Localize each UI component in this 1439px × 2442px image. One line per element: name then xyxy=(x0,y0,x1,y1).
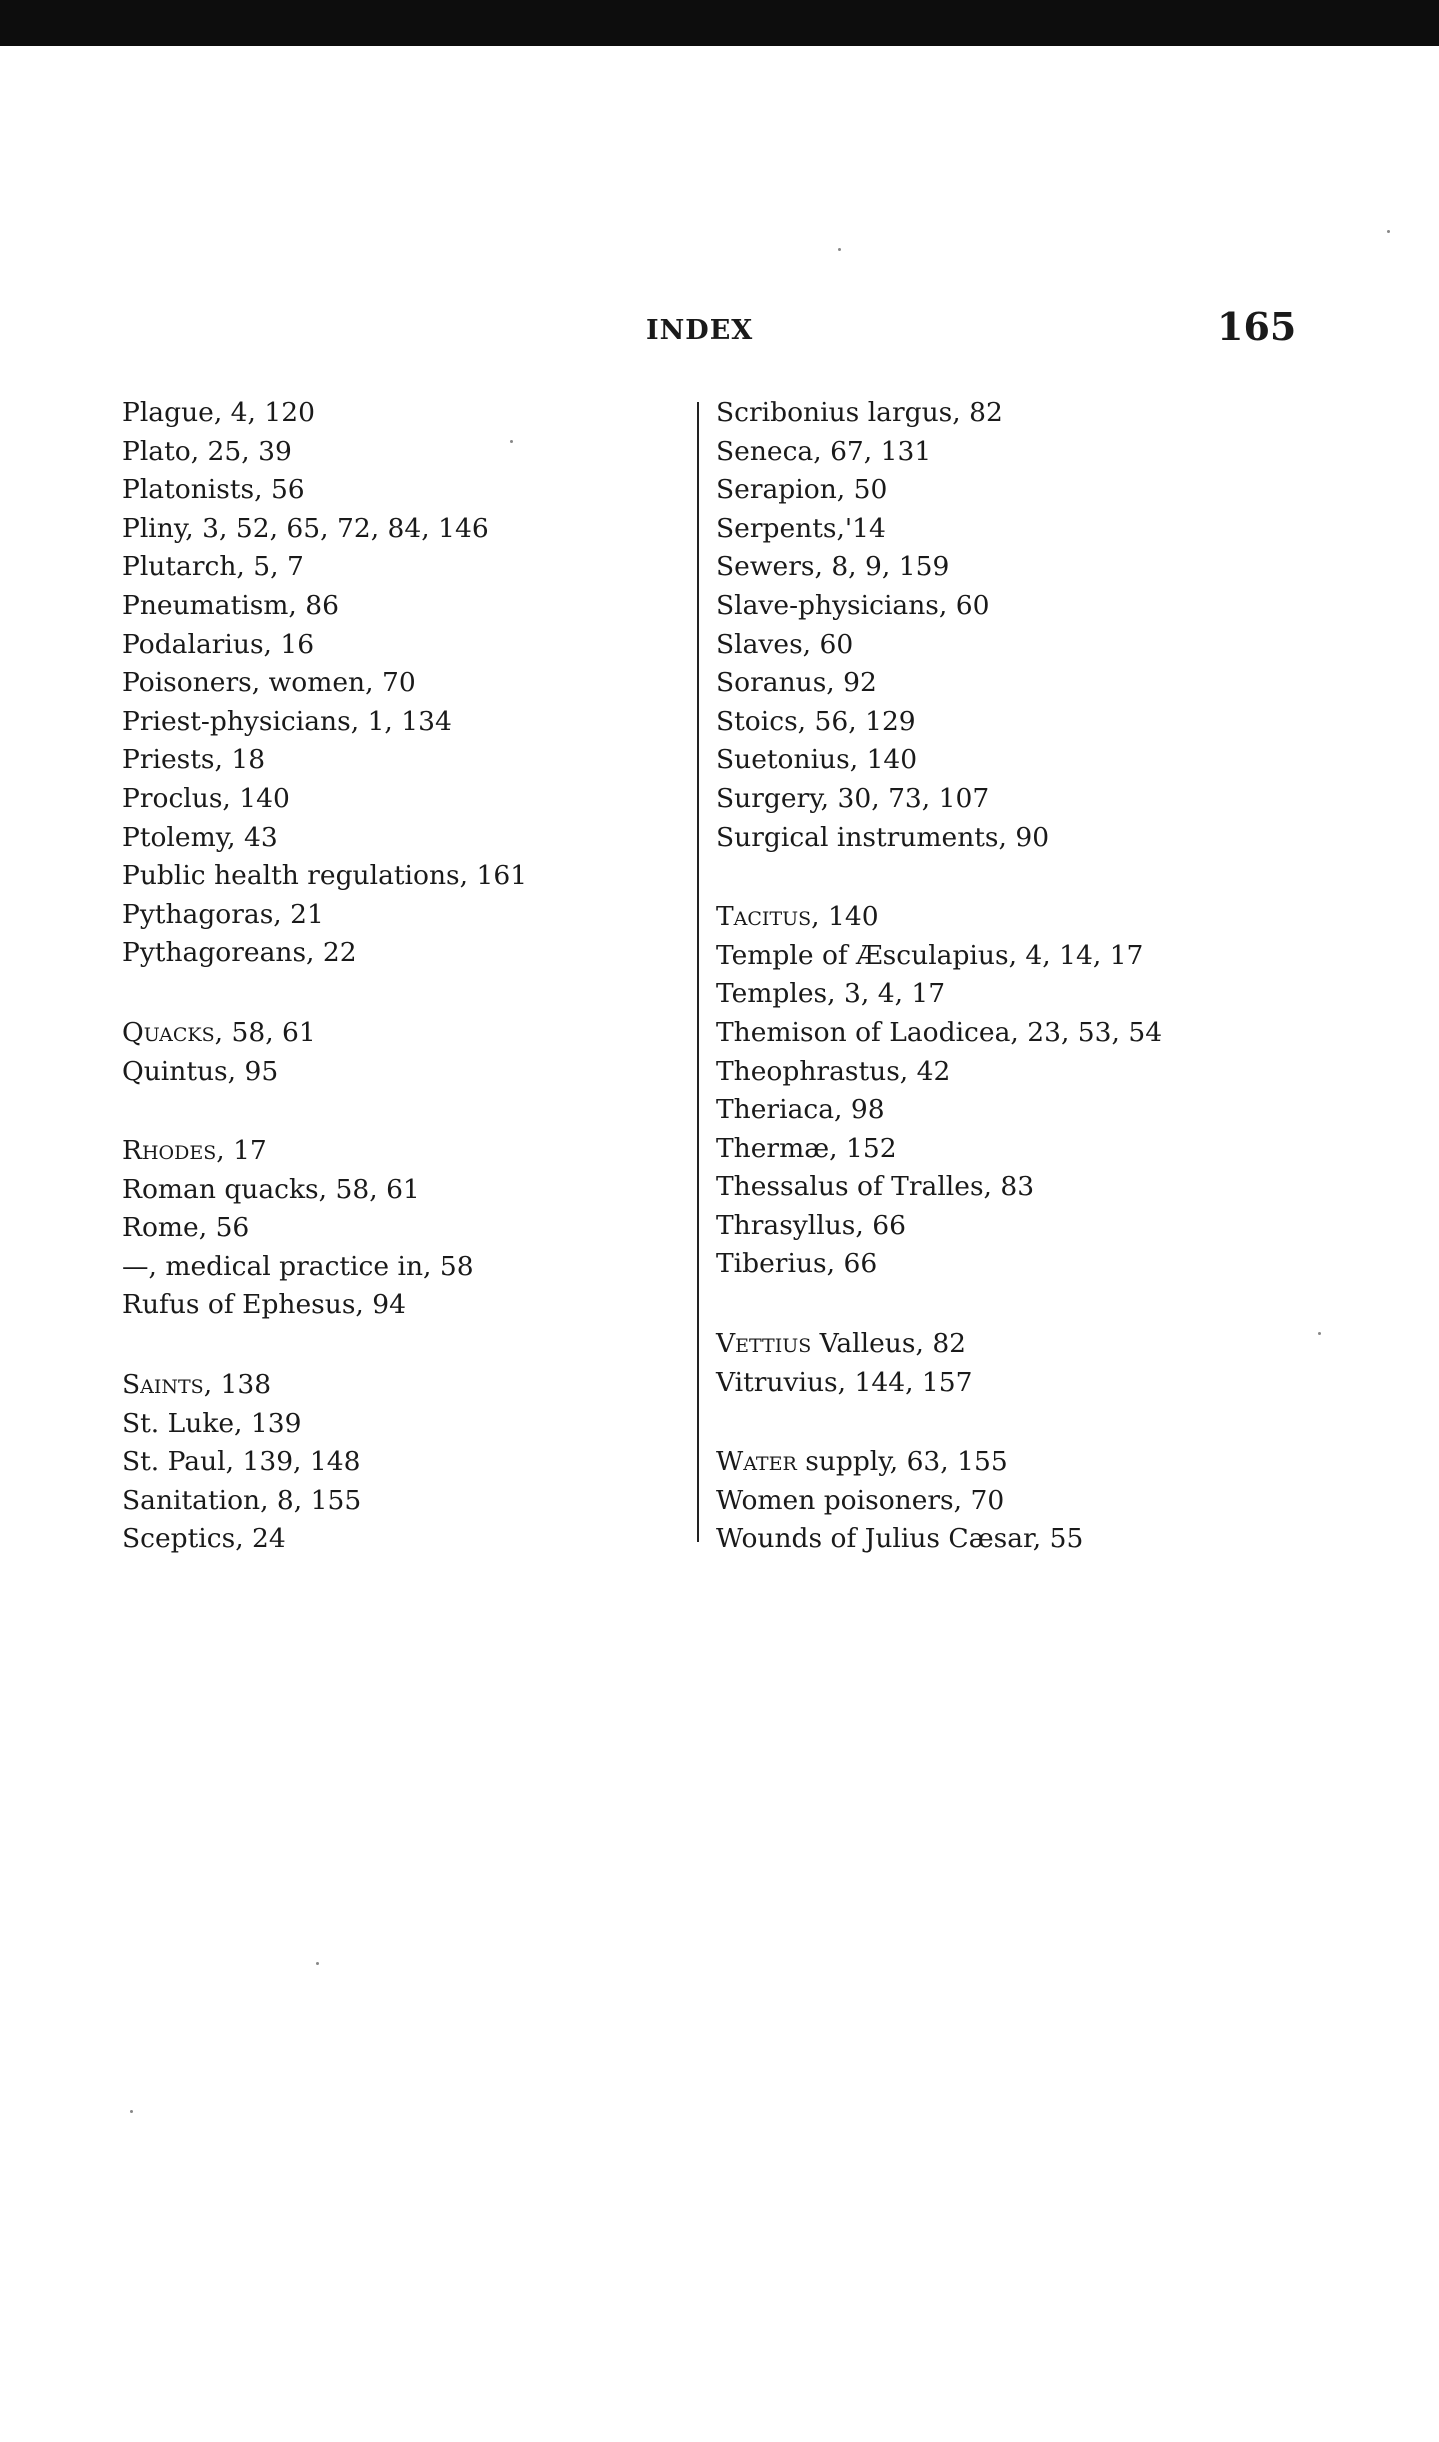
index-entry-text: Quintus, 95 xyxy=(122,1055,279,1087)
index-entry xyxy=(716,1207,1296,1246)
index-entry xyxy=(716,548,1296,587)
index-entry xyxy=(716,626,1296,665)
index-entry xyxy=(716,433,1296,472)
page-number: 165 xyxy=(1217,304,1297,349)
index-entry-text: Roman quacks, 58, 61 xyxy=(122,1173,420,1205)
index-entry xyxy=(122,819,662,858)
index-entry xyxy=(122,1286,662,1325)
index-entry-lead: Tacitus xyxy=(716,901,812,933)
index-entry-text: St. Luke, 139 xyxy=(122,1407,302,1439)
index-entry-text: Proclus, 140 xyxy=(122,782,290,814)
index-entry xyxy=(122,1405,662,1444)
index-entry-text: —, medical practice in, 58 xyxy=(122,1250,474,1282)
index-entry-text: Theriaca, 98 xyxy=(716,1094,885,1126)
scan-top-border xyxy=(0,0,1439,46)
index-entry-text: Vitruvius, 144, 157 xyxy=(716,1366,973,1398)
index-entry xyxy=(716,975,1296,1014)
index-entry-text: Women poisoners, 70 xyxy=(716,1484,1005,1516)
index-entry xyxy=(122,471,662,510)
index-entry-text: Rufus of Ephesus, 94 xyxy=(122,1289,406,1321)
index-entry xyxy=(122,510,662,549)
index-entry xyxy=(716,587,1296,626)
index-entry-text: Valleus, 82 xyxy=(811,1328,967,1360)
index-entry-text: Suetonius, 140 xyxy=(716,744,918,776)
index-entry xyxy=(122,741,662,780)
index-entry-text: St. Paul, 139, 148 xyxy=(122,1446,361,1478)
index-entry-text: Tiberius, 66 xyxy=(716,1248,878,1280)
index-entry-text: Theophrastus, 42 xyxy=(716,1055,951,1087)
index-entry-text: Platonists, 56 xyxy=(122,474,305,506)
index-entry xyxy=(122,587,662,626)
index-entry xyxy=(716,819,1296,858)
index-entry-text: Soranus, 92 xyxy=(716,667,877,699)
index-entry-text: Pliny, 3, 52, 65, 72, 84, 146 xyxy=(122,512,489,544)
index-entry xyxy=(716,1168,1296,1207)
index-entry-text: Pythagoras, 21 xyxy=(122,898,324,930)
index-entry-lead: Rhodes xyxy=(122,1135,217,1167)
index-entry-text: Serpents,'14 xyxy=(716,512,886,544)
index-entry-text: Public health regulations, 161 xyxy=(122,860,528,892)
index-entry-text: Surgery, 30, 73, 107 xyxy=(716,782,990,814)
index-entry xyxy=(122,1209,662,1248)
index-entry xyxy=(122,1171,662,1210)
index-entry-text: Wounds of Julius Cæsar, 55 xyxy=(716,1523,1084,1555)
index-entry-text: Poisoners, women, 70 xyxy=(122,667,416,699)
index-entry xyxy=(716,1482,1296,1521)
index-entry xyxy=(716,898,1296,937)
index-entry-text: Serapion, 50 xyxy=(716,474,888,506)
index-entry xyxy=(716,1245,1296,1284)
index-entry-text: Podalarius, 16 xyxy=(122,628,315,660)
index-entry xyxy=(122,857,662,896)
index-entry xyxy=(122,1014,662,1053)
index-entry xyxy=(716,1014,1296,1053)
group-gap xyxy=(122,973,662,1014)
index-entry xyxy=(716,703,1296,742)
index-entry-lead: Vettius xyxy=(716,1328,812,1360)
index-entry-text: Stoics, 56, 129 xyxy=(716,705,916,737)
index-entry xyxy=(122,896,662,935)
index-entry xyxy=(122,1482,662,1521)
index-entry-text: Sewers, 8, 9, 159 xyxy=(716,551,950,583)
index-entry-lead: Quacks xyxy=(122,1016,215,1048)
index-entry-text: Ptolemy, 43 xyxy=(122,821,278,853)
index-entry-text: Pneumatism, 86 xyxy=(122,589,339,621)
index-entry xyxy=(716,1364,1296,1403)
index-entry xyxy=(122,626,662,665)
index-column-right xyxy=(716,394,1296,1559)
index-entry-text: Scribonius largus, 82 xyxy=(716,397,1003,428)
index-entry xyxy=(716,780,1296,819)
index-entry-text: , 17 xyxy=(216,1135,267,1167)
index-entry-text: Plato, 25, 39 xyxy=(122,435,292,467)
index-entry xyxy=(122,1248,662,1287)
index-entry-text: Temples, 3, 4, 17 xyxy=(716,978,946,1010)
index-entry-text: Plutarch, 5, 7 xyxy=(122,551,304,583)
index-entry xyxy=(716,471,1296,510)
index-entry xyxy=(122,1366,662,1405)
index-entry-text: Slave-physicians, 60 xyxy=(716,589,990,621)
index-entry-text: Themison of Laodicea, 23, 53, 54 xyxy=(716,1016,1163,1048)
group-gap xyxy=(716,857,1296,898)
index-entry xyxy=(122,664,662,703)
index-entry-text: Rome, 56 xyxy=(122,1212,250,1244)
index-entry-text: supply, 63, 155 xyxy=(796,1446,1008,1478)
group-gap xyxy=(716,1402,1296,1443)
index-entry-text: Thrasyllus, 66 xyxy=(716,1209,906,1241)
index-entry xyxy=(716,1053,1296,1092)
index-entry xyxy=(716,1520,1296,1559)
index-entry xyxy=(716,1091,1296,1130)
index-entry-text: Surgical instruments, 90 xyxy=(716,821,1050,853)
index-column-left xyxy=(122,394,662,1559)
index-entry xyxy=(122,394,662,433)
group-gap xyxy=(122,1325,662,1366)
index-entry-text: , 140 xyxy=(811,901,879,933)
index-entry-text: Thermæ, 152 xyxy=(716,1132,897,1164)
index-entry xyxy=(716,1130,1296,1169)
index-entry xyxy=(716,741,1296,780)
index-entry-text: Sceptics, 24 xyxy=(122,1523,286,1555)
index-entry xyxy=(122,934,662,973)
index-entry xyxy=(716,937,1296,976)
index-entry xyxy=(122,780,662,819)
index-entry xyxy=(122,703,662,742)
index-entry xyxy=(122,1132,662,1171)
index-entry xyxy=(122,433,662,472)
index-entry-text: Seneca, 67, 131 xyxy=(716,435,932,467)
index-entry xyxy=(716,664,1296,703)
index-entry-text: Thessalus of Tralles, 83 xyxy=(716,1171,1035,1203)
index-entry xyxy=(122,1053,662,1092)
index-entry-text: Temple of Æsculapius, 4, 14, 17 xyxy=(716,939,1144,971)
index-entry-lead: Water xyxy=(716,1446,797,1478)
index-entry-text: Slaves, 60 xyxy=(716,628,854,660)
index-entry-text: Plague, 4, 120 xyxy=(122,397,315,428)
index-entry xyxy=(716,510,1296,549)
index-entry xyxy=(122,1520,662,1559)
index-entry-text: Pythagoreans, 22 xyxy=(122,937,357,969)
index-entry xyxy=(122,548,662,587)
index-entry-text: , 138 xyxy=(203,1369,272,1401)
index-entry xyxy=(716,1443,1296,1482)
index-entry-text: Priests, 18 xyxy=(122,744,266,776)
column-divider xyxy=(697,402,699,1542)
index-entry xyxy=(716,1325,1296,1364)
group-gap xyxy=(122,1091,662,1132)
index-entry-text: , 58, 61 xyxy=(214,1016,316,1048)
group-gap xyxy=(716,1284,1296,1325)
index-entry-text: Sanitation, 8, 155 xyxy=(122,1484,362,1516)
index-entry-text: Priest-physicians, 1, 134 xyxy=(122,705,452,737)
running-head: INDEX xyxy=(646,315,754,346)
index-entry xyxy=(716,394,1296,433)
index-entry-lead: Saints xyxy=(122,1369,204,1401)
index-entry xyxy=(122,1443,662,1482)
